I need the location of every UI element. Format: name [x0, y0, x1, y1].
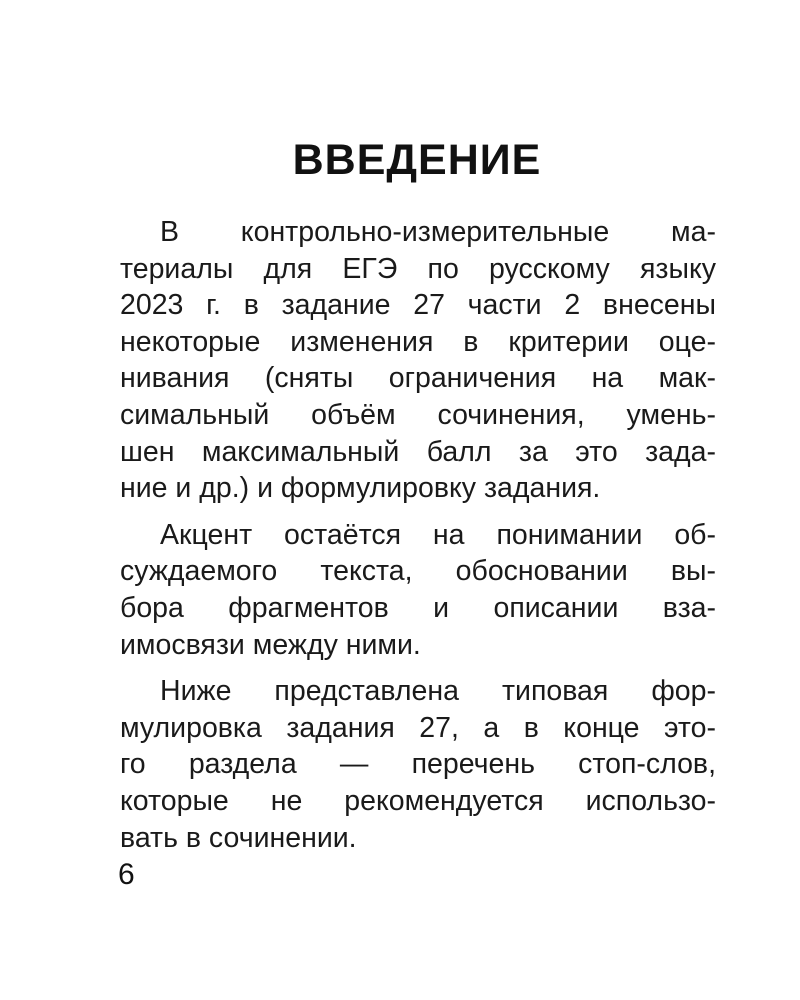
- paragraph-2: [120, 517, 716, 663]
- text-line: симальный объём сочинения, умень-: [120, 398, 716, 431]
- text-line: В контрольно-измерительные ма-: [160, 216, 716, 248]
- text-line: го раздела — перечень стоп-слов,: [120, 748, 716, 781]
- paragraph-1: [120, 214, 716, 507]
- body-text: [120, 214, 716, 856]
- text-line: имосвязи между ними.: [120, 628, 421, 661]
- text-line: которые не рекомендуется использо-: [120, 784, 716, 817]
- text-line: вать в сочинении.: [120, 821, 357, 854]
- page-number: 6: [118, 858, 135, 891]
- text-line: нивания (сняты ограничения на мак-: [120, 362, 716, 395]
- text-line: 2023 г. в задание 27 части 2 внесены: [120, 289, 716, 322]
- text-line: Акцент остаётся на понимании об-: [160, 518, 716, 551]
- text-line: шен максимальный балл за это зада-: [120, 435, 716, 468]
- text-line: териалы для ЕГЭ по русскому языку: [120, 252, 716, 285]
- text-line: мулировка задания 27, а в конце это-: [120, 711, 716, 744]
- text-line: Ниже представлена типовая фор-: [160, 675, 716, 708]
- text-line: суждаемого текста, обосновании вы-: [120, 555, 716, 588]
- paragraph-3: [120, 673, 716, 856]
- text-line: некоторые изменения в критерии оце-: [120, 325, 716, 358]
- text-line: бора фрагментов и описании вза-: [120, 591, 716, 624]
- text-line: ние и др.) и формулировку задания.: [120, 472, 601, 505]
- page-title: ВВЕДЕНИЕ: [292, 136, 542, 184]
